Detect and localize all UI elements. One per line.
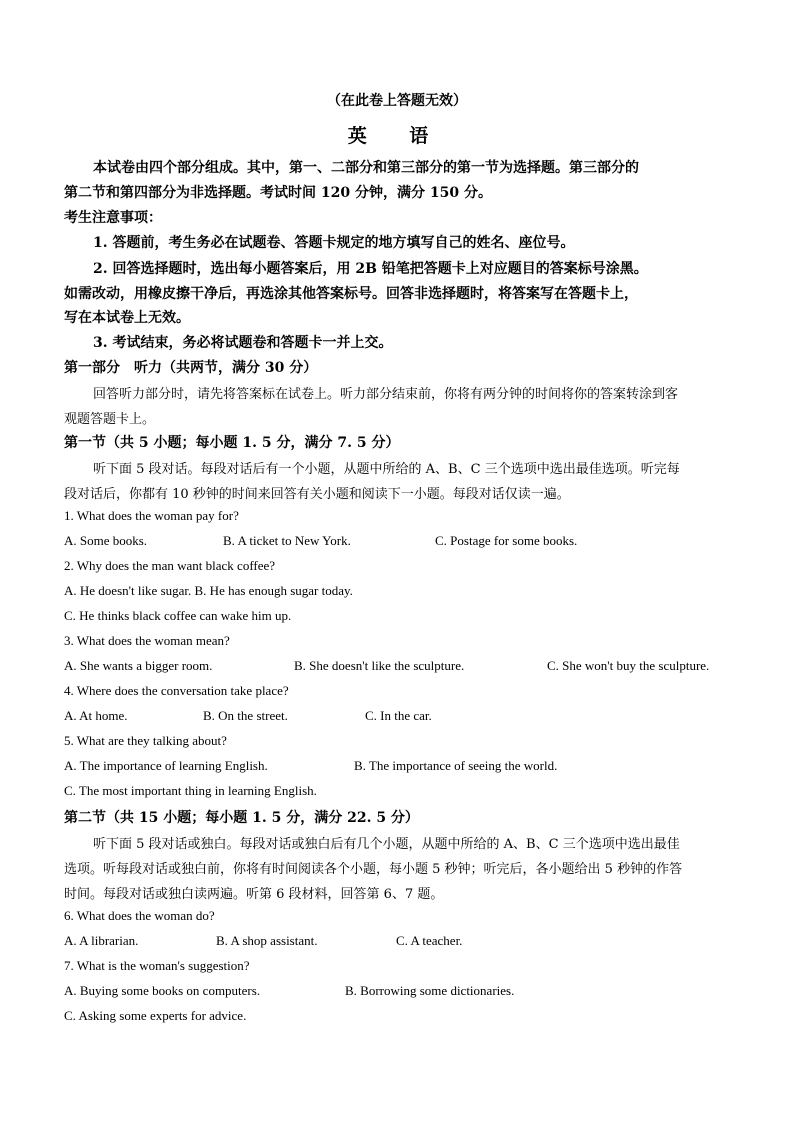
question-1-stem: 1. What does the woman pay for? [64, 508, 239, 523]
intro-line-2: 第二节和第四部分为非选择题。考试时间 120 分钟，满分 150 分。 [64, 185, 492, 201]
section1-desc-line-1: 听下面 5 段对话。每段对话后有一个小题，从题中所给的 A、B、C 三个选项中选出最佳选项。听完每 [93, 462, 680, 477]
question-6-option-c: C. A teacher. [396, 933, 463, 948]
section1-desc-line-2: 段对话后，你都有 10 秒钟的时间来回答有关小题和阅读下一小题。每段对话仅读一遍。 [64, 487, 570, 502]
section2-desc-line-1: 听下面 5 段对话或独白。每段对话或独白后有几个小题，从题中所给的 A、B、C 三个选项中选出最佳 [93, 837, 680, 852]
question-7-option-a: A. Buying some books on computers. [64, 983, 261, 998]
question-1-option-b: B. A ticket to New York. [223, 533, 351, 548]
question-4-option-a: A. At home. [64, 708, 128, 723]
notice-line: （在此卷上答题无效） [327, 93, 467, 109]
part1-title: 第一部分 听力（共两节，满分 30 分） [64, 360, 318, 376]
question-7-stem: 7. What is the woman's suggestion? [64, 958, 250, 973]
question-6-option-b: B. A shop assistant. [216, 933, 318, 948]
question-3-option-a: A. She wants a bigger room. [64, 658, 213, 673]
question-6-option-a: A. A librarian. [64, 933, 139, 948]
section2-title: 第二节（共 15 小题；每小题 1. 5 分，满分 22. 5 分） [64, 810, 419, 826]
section2-desc-line-2: 选项。听每段对话或独白前，你将有时间阅读各个小题，每小题 5 秒钟；听完后，各小题给出 5 秒钟的作答 [64, 862, 683, 877]
note-3: 3. 考试结束，务必将试题卷和答题卡一并上交。 [93, 335, 393, 351]
note-2-line-2: 如需改动，用橡皮擦干净后，再选涂其他答案标号。回答非选择题时，将答案写在答题卡上， [64, 286, 638, 302]
note-1: 1. 答题前，考生务必在试题卷、答题卡规定的地方填写自己的姓名、座位号。 [93, 235, 575, 251]
part1-desc-line-2: 观题答题卡上。 [64, 412, 156, 427]
question-3-option-b: B. She doesn't like the sculpture. [294, 658, 465, 673]
question-1-option-a: A. Some books. [64, 533, 148, 548]
question-4-option-b: B. On the street. [203, 708, 288, 723]
question-4-option-c: C. In the car. [365, 708, 432, 723]
question-5-option-a: A. The importance of learning English. [64, 758, 268, 773]
question-6-stem: 6. What does the woman do? [64, 908, 215, 923]
section2-desc-line-3: 时间。每段对话或独白读两遍。听第 6 段材料，回答第 6、7 题。 [64, 887, 444, 902]
question-3-option-c: C. She won't buy the sculpture. [547, 658, 710, 673]
note-2-line-1: 2. 回答选择题时，选出每小题答案后，用 2B 铅笔把答题卡上对应题目的答案标号涂黑。 [93, 261, 648, 277]
question-7-option-b: B. Borrowing some dictionaries. [345, 983, 515, 998]
question-4-stem: 4. Where does the conversation take place? [64, 683, 289, 698]
question-3-stem: 3. What does the woman mean? [64, 633, 230, 648]
question-5-option-c: C. The most important thing in learning English. [64, 783, 317, 798]
note-2-line-3: 写在本试卷上无效。 [64, 310, 190, 326]
section1-title: 第一节（共 5 小题；每小题 1. 5 分，满分 7. 5 分） [64, 435, 400, 451]
question-5-option-b: B. The importance of seeing the world. [354, 758, 558, 773]
question-2-option-ab: A. He doesn't like sugar. B. He has enough sugar today. [64, 583, 353, 598]
question-1-option-c: C. Postage for some books. [435, 533, 578, 548]
question-7-option-c: C. Asking some experts for advice. [64, 1008, 247, 1023]
part1-desc-line-1: 回答听力部分时，请先将答案标在试卷上。听力部分结束前，你将有两分钟的时间将你的答案转涂到客 [93, 387, 679, 402]
question-5-stem: 5. What are they talking about? [64, 733, 227, 748]
question-2-option-c: C. He thinks black coffee can wake him up. [64, 608, 292, 623]
notes-title: 考生注意事项： [64, 210, 162, 226]
question-2-stem: 2. Why does the man want black coffee? [64, 558, 276, 573]
intro-line-1: 本试卷由四个部分组成。其中，第一、二部分和第三部分的第一节为选择题。第三部分的 [93, 160, 639, 176]
subject-title: 英 语 [347, 125, 447, 147]
